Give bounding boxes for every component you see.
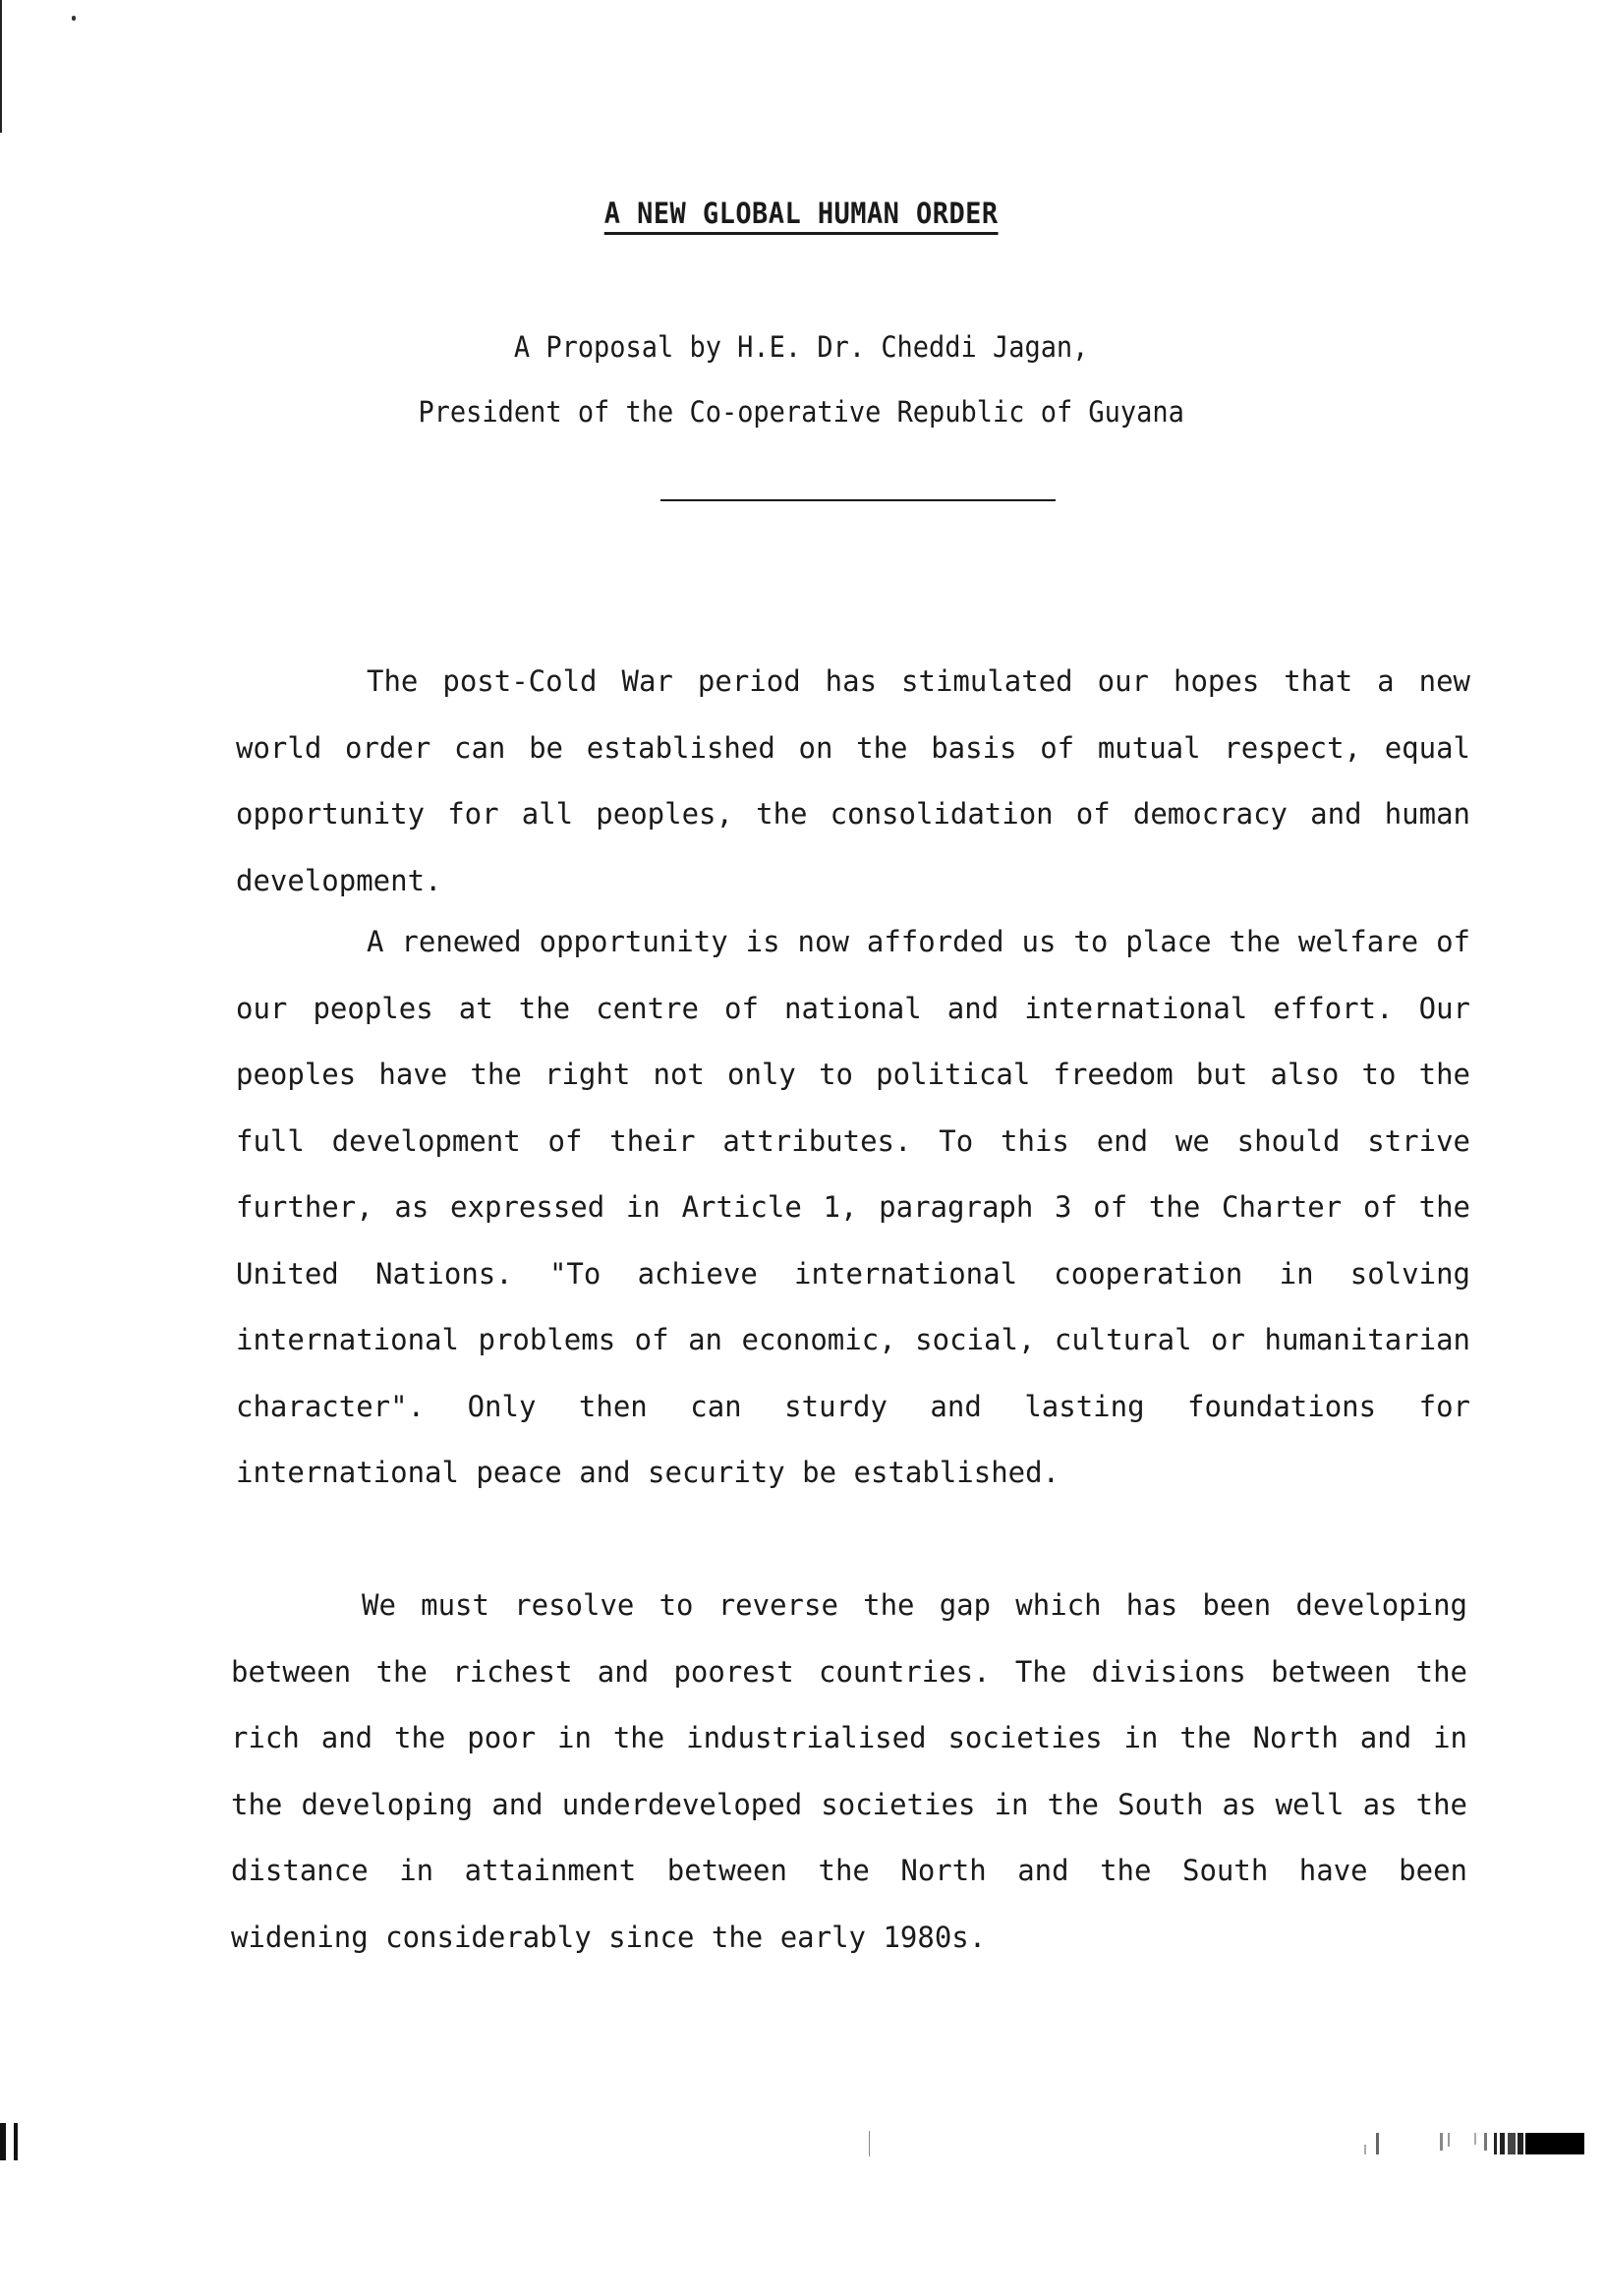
paragraph-2: A renewed opportunity is now afforded us to place the welfare of our peoples at the centre of national and international effort. Our peoples have the right not only to political freedom but also to the full development of their attributes. To this end we should strive further, as expressed in Article 1, paragraph 3 of the Charter of the United Nations. "To achieve international cooperation in solving international problems of an economic, social, cultural or humanitarian character". Only then can sturdy and lasting foundations for international peace and security be established. xyxy=(236,925,1470,1489)
scan-center-tick xyxy=(869,2131,870,2156)
scan-barcode-strip xyxy=(1356,2133,1592,2154)
scan-speck xyxy=(72,16,76,21)
paragraph-3: We must resolve to reverse the gap which has been developing between the richest and poorest countries. The divisions between the rich and the poor in the industrialised societies in the North and in the developing and underdeveloped societies in the South as well as the distance in attainment between the North and the South have been widening considerably since the early 1980s. xyxy=(231,1588,1467,1954)
subtitle-role: President of the Co-operative Republic of Guyana xyxy=(418,395,1184,429)
paragraph-1: The post-Cold War period has stimulated our hopes that a new world order can be established on the basis of mutual respect, equal opportunity for all peoples, the consolidation of democracy and human development. xyxy=(236,664,1470,897)
title-rule xyxy=(660,499,1056,501)
scan-edge-mark xyxy=(0,0,2,133)
document-title xyxy=(0,197,1602,230)
document-title-text: A NEW GLOBAL HUMAN ORDER xyxy=(604,197,999,235)
subtitle-author: A Proposal by H.E. Dr. Cheddi Jagan, xyxy=(513,330,1089,364)
